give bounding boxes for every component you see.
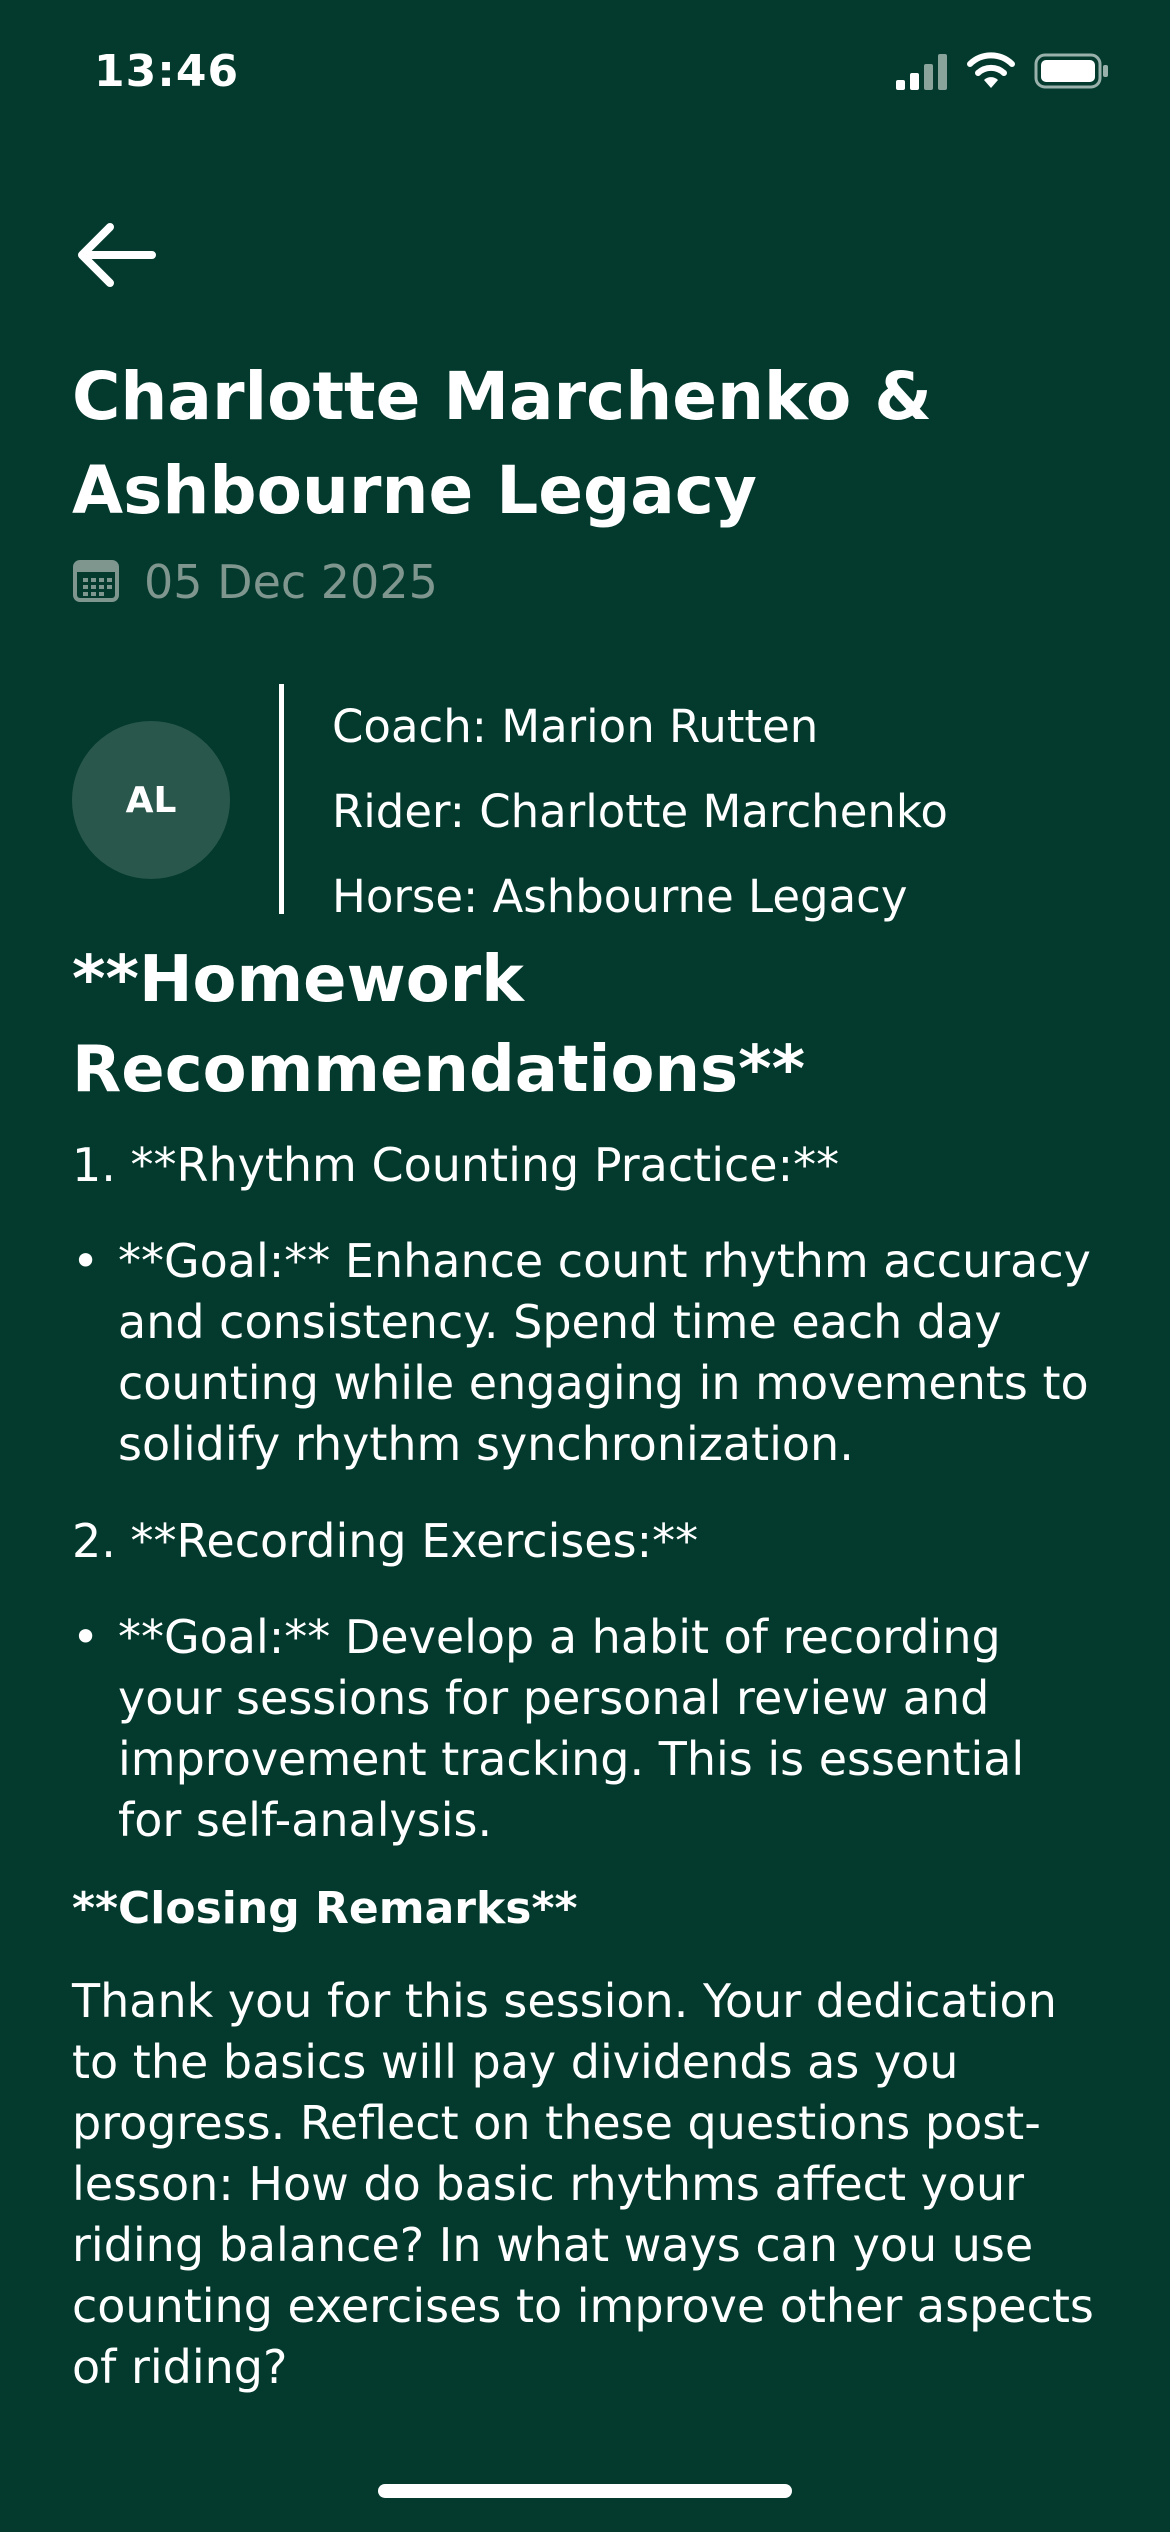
bullet-icon: • bbox=[72, 1234, 100, 1288]
homework-item-heading: 2. **Recording Exercises:** bbox=[72, 1514, 699, 1568]
closing-heading: **Closing Remarks** bbox=[72, 1883, 578, 1934]
section-title: **Homework Recommendations** bbox=[72, 943, 806, 1107]
lesson-notes bbox=[72, 935, 1102, 2398]
wifi-icon bbox=[966, 52, 1016, 94]
list-item bbox=[72, 1607, 1102, 1851]
date-row bbox=[72, 555, 438, 609]
signal-bars-icon bbox=[896, 52, 948, 94]
participant-details bbox=[332, 684, 948, 939]
homework-item-heading: 1. **Rhythm Counting Practice:** bbox=[72, 1138, 840, 1192]
battery-icon bbox=[1034, 52, 1110, 94]
rider-label: Rider: Charlotte Marchenko bbox=[332, 785, 948, 838]
avatar bbox=[72, 721, 230, 879]
coach-label: Coach: Marion Rutten bbox=[332, 700, 819, 753]
bullet-text: **Goal:** Develop a habit of recording your sessions for personal review and improvement tracking. This is essential for self-analysis. bbox=[118, 1610, 1025, 1847]
horse-label: Horse: Ashbourne Legacy bbox=[332, 870, 908, 923]
bullet-icon: • bbox=[72, 1610, 100, 1664]
back-button[interactable] bbox=[72, 222, 156, 292]
page-title: Charlotte Marchenko & Ashbourne Legacy bbox=[72, 358, 932, 529]
closing-text: Thank you for this session. Your dedication to the basics will pay dividends as you progress. Reflect on these questions post-lesson: How do basic rhythms affect your riding balance? In what ways can you use counting exercises to improve other aspects of riding? bbox=[72, 1974, 1094, 2394]
list-item bbox=[72, 1231, 1102, 1475]
home-indicator[interactable] bbox=[378, 2484, 792, 2498]
avatar-initials: AL bbox=[125, 779, 177, 821]
calendar-icon bbox=[72, 556, 120, 608]
vertical-divider bbox=[279, 684, 284, 914]
status-time: 13:46 bbox=[94, 46, 240, 97]
bullet-text: **Goal:** Enhance count rhythm accuracy and consistency. Spend time each day counting while engaging in movements to solidify rhythm synchronization. bbox=[118, 1234, 1091, 1471]
arrow-left-icon bbox=[72, 220, 156, 294]
status-bar bbox=[0, 0, 1170, 150]
session-date: 05 Dec 2025 bbox=[144, 555, 438, 609]
status-icons bbox=[896, 52, 1110, 94]
